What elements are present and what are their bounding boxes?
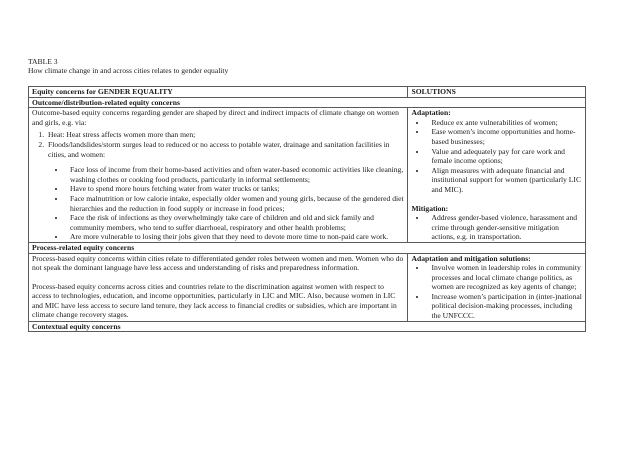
- section-heading-contextual: Contextual equity concerns: [29, 321, 586, 332]
- outcome-solutions-cell: [408, 108, 586, 243]
- mitigation-list: [411, 213, 582, 242]
- process-solutions-heading: Adaptation and mitigation solutions:: [411, 253, 531, 263]
- list-item: • Increase women’s participation in (inter-)national political decision-making processes, including the UNFCCC.: [427, 292, 582, 321]
- list-item: • Are more vulnerable to losing their jobs given that they need to devote more time to non-paid care work.: [66, 232, 404, 242]
- outcome-concerns-cell: [29, 108, 408, 243]
- table-label: TABLE 3: [28, 57, 58, 66]
- section-heading-row: [29, 97, 586, 108]
- process-solutions-list: [411, 263, 582, 321]
- section-heading-row: [29, 242, 586, 253]
- section-body-row: [29, 253, 586, 321]
- process-concerns-cell: [29, 253, 408, 321]
- list-item: • Address gender-based violence, harassment and crime through gender-sensitive mitigation actions, e.g. in transportation.: [427, 213, 582, 242]
- process-solutions-cell: [408, 253, 586, 321]
- list-item: • Have to spend more hours fetching water from water trucks or tanks;: [66, 184, 404, 194]
- table-caption: [28, 57, 228, 76]
- process-paragraph: Process-based equity concerns within cities relate to differentiated gender roles between women and men. Women who do not speak the dominant language have less access and understanding of risks and preparedness information.: [32, 253, 404, 273]
- list-item: • Face the risk of infections as they overwhelmingly take care of children and old and sick family and community members, who tend to suffer diarrhoeal, respiratory and other health problems;: [66, 213, 404, 232]
- list-item: [46, 140, 404, 242]
- gender-equality-table: [28, 86, 586, 332]
- header-solutions: SOLUTIONS: [408, 87, 586, 98]
- outcome-numbered-list: [32, 130, 404, 242]
- list-item: • Ease women’s income opportunities and home-based businesses;: [427, 127, 582, 146]
- section-heading-outcome: Outcome/distribution-related equity concerns: [29, 97, 586, 108]
- adaptation-heading: Adaptation:: [411, 108, 451, 118]
- list-item: • Involve women in leadership roles in community processes and local climate change politics, as women are recognized as key agents of change;: [427, 263, 582, 292]
- process-paragraph: Process-based equity concerns across cities and countries relate to the discrimination against women with respect to access to technologies, education, and income opportunities, particularly in LIC and MIC. Also, because women in LIC and MIC have less access to secure land tenure, they lack access to financial credits or subsidies, which are important in climate change recovery stages.: [32, 281, 397, 320]
- list-item: 1. Heat: Heat stress affects women more than men;: [46, 130, 404, 140]
- adaptation-list: [411, 118, 582, 195]
- list-item: • Face malnutrition or low calorie intake, especially older women and young girls, because of the gendered diet hierarchies and the reduction in food supply or increase in food prices;: [66, 194, 404, 213]
- section-heading-process: Process-related equity concerns: [29, 242, 586, 253]
- list-item-text: Floods/landslides/storm surges lead to reduced or no access to potable water, drainage and sanitation facilities in cities, and women:: [48, 139, 390, 159]
- section-body-row: [29, 108, 586, 243]
- list-item: • Value and adequately pay for care work and female income options;: [427, 147, 582, 166]
- header-equity-concerns: Equity concerns for GENDER EQUALITY: [29, 87, 408, 98]
- mitigation-heading: Mitigation:: [411, 203, 449, 213]
- list-item: • Face loss of income from their home-based activities and often water-based economic activities like cleaning, washing clothes or cooking food products, particularly in informal settlements;: [66, 165, 404, 184]
- list-item: • Align measures with adequate financial and institutional support for women (particularly LIC and MIC).: [427, 166, 582, 195]
- outcome-bullet-list: [48, 165, 404, 242]
- table-title: How climate change in and across cities relates to gender equality: [28, 66, 229, 76]
- outcome-intro: Outcome-based equity concerns regarding gender are shaped by direct and indirect impacts of climate change on women and girls, e.g. via:: [32, 108, 399, 127]
- section-heading-row: [29, 321, 586, 332]
- header-row: [29, 87, 586, 98]
- list-item: • Reduce ex ante vulnerabilities of women;: [427, 118, 582, 128]
